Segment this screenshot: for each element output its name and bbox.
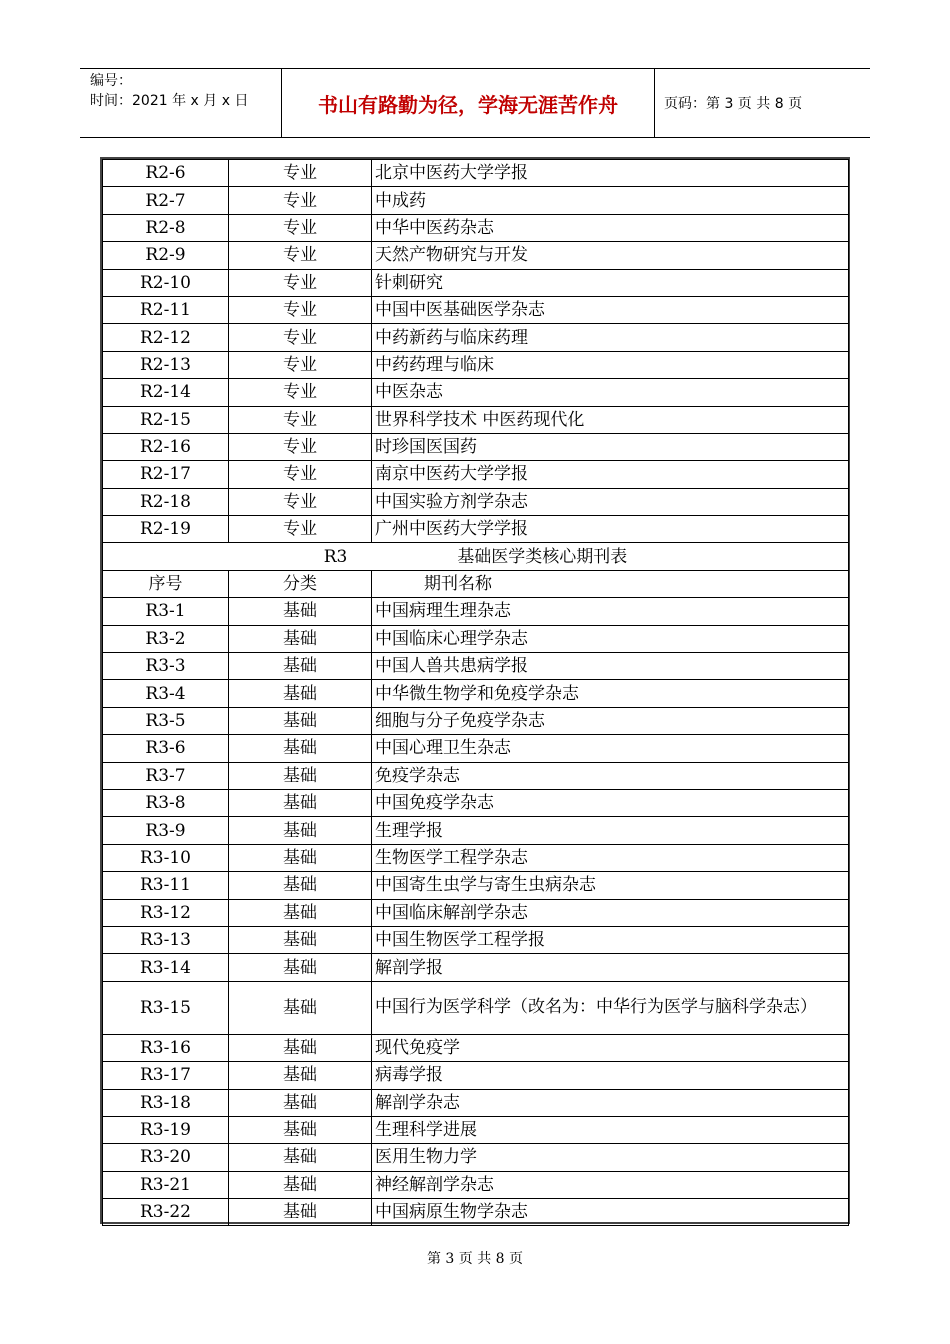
table-row xyxy=(103,762,849,789)
table-row xyxy=(103,1171,849,1198)
journal-category-cell: 专业 xyxy=(229,488,372,515)
table-row xyxy=(103,653,849,680)
journal-category-cell: 基础 xyxy=(229,926,372,953)
table-row xyxy=(103,324,849,351)
table-row xyxy=(103,351,849,378)
journal-code-cell: R3-1 xyxy=(103,598,229,625)
table-row xyxy=(103,516,849,543)
journal-code-cell: R2-6 xyxy=(103,160,229,187)
journal-code-cell: R2-14 xyxy=(103,379,229,406)
journal-category-cell: 专业 xyxy=(229,461,372,488)
journal-code-cell: R2-16 xyxy=(103,433,229,460)
table-row xyxy=(103,1062,849,1089)
table-row xyxy=(103,954,849,981)
journal-name-cell: 中国行为医学科学（改名为：中华行为医学与脑科学杂志） xyxy=(372,981,849,1034)
journal-code-cell: R2-10 xyxy=(103,269,229,296)
page-header xyxy=(80,68,870,138)
journal-category-cell: 基础 xyxy=(229,981,372,1034)
journal-code-cell: R3-3 xyxy=(103,653,229,680)
journal-code-cell: R2-15 xyxy=(103,406,229,433)
section-code: R3 xyxy=(323,546,348,567)
journal-code-cell: R2-18 xyxy=(103,488,229,515)
journal-code-cell: R3-16 xyxy=(103,1034,229,1061)
number-label: 编号： xyxy=(90,73,132,89)
journal-name-cell: 中国生物医学工程学报 xyxy=(372,926,849,953)
journal-category-cell: 基础 xyxy=(229,872,372,899)
journal-code-cell: R3-7 xyxy=(103,762,229,789)
column-header-name: 期刊名称 xyxy=(372,570,849,597)
journal-name-cell: 神经解剖学杂志 xyxy=(372,1171,849,1198)
journal-code-cell: R3-21 xyxy=(103,1171,229,1198)
page-footer: 第 3 页 共 8 页 xyxy=(426,1251,524,1267)
journal-category-cell: 基础 xyxy=(229,707,372,734)
journal-category-cell: 专业 xyxy=(229,433,372,460)
journal-code-cell: R2-8 xyxy=(103,214,229,241)
journal-name-cell: 中成药 xyxy=(372,187,849,214)
table-row xyxy=(103,433,849,460)
journal-code-cell: R3-10 xyxy=(103,844,229,871)
journal-category-cell: 专业 xyxy=(229,406,372,433)
section-title: 基础医学类核心期刊表 xyxy=(457,546,628,567)
table-row xyxy=(103,735,849,762)
journal-name-cell: 中国病原生物学杂志 xyxy=(372,1199,849,1226)
journal-category-cell: 专业 xyxy=(229,296,372,323)
journal-name-cell: 细胞与分子免疫学杂志 xyxy=(372,707,849,734)
journal-category-cell: 基础 xyxy=(229,789,372,816)
table-row xyxy=(103,379,849,406)
journal-name-cell: 时珍国医国药 xyxy=(372,433,849,460)
table-row xyxy=(103,926,849,953)
table-row xyxy=(103,844,849,871)
table-row xyxy=(103,598,849,625)
column-header-code: 序号 xyxy=(103,570,229,597)
table-row xyxy=(103,1116,849,1143)
journal-code-cell: R3-14 xyxy=(103,954,229,981)
journal-category-cell: 专业 xyxy=(229,351,372,378)
journal-name-cell: 生理学报 xyxy=(372,817,849,844)
journal-code-cell: R2-19 xyxy=(103,516,229,543)
journal-category-cell: 基础 xyxy=(229,844,372,871)
journal-name-cell: 免疫学杂志 xyxy=(372,762,849,789)
journal-category-cell: 基础 xyxy=(229,899,372,926)
table-row xyxy=(103,296,849,323)
journal-category-cell: 专业 xyxy=(229,379,372,406)
journal-code-cell: R3-20 xyxy=(103,1144,229,1171)
table-row xyxy=(103,269,849,296)
journal-name-cell: 中国寄生虫学与寄生虫病杂志 xyxy=(372,872,849,899)
header-motto: 书山有路勤为径，学海无涯苦作舟 xyxy=(282,69,655,137)
journal-name-cell: 生物医学工程学杂志 xyxy=(372,844,849,871)
table-row xyxy=(103,680,849,707)
journal-category-cell: 专业 xyxy=(229,324,372,351)
table-row xyxy=(103,1034,849,1061)
header-meta xyxy=(80,69,282,137)
journal-name-cell: 医用生物力学 xyxy=(372,1144,849,1171)
column-header-row xyxy=(103,570,849,597)
table-row xyxy=(103,160,849,187)
journal-code-cell: R3-15 xyxy=(103,981,229,1034)
journal-name-cell: 病毒学报 xyxy=(372,1062,849,1089)
header-page-info: 页码：第 3 页 共 8 页 xyxy=(664,96,803,112)
table-row xyxy=(103,406,849,433)
journal-name-cell: 中国病理生理杂志 xyxy=(372,598,849,625)
column-header-category: 分类 xyxy=(229,570,372,597)
journal-code-cell: R3-13 xyxy=(103,926,229,953)
journal-category-cell: 基础 xyxy=(229,735,372,762)
journal-name-cell: 中国实验方剂学杂志 xyxy=(372,488,849,515)
journal-category-cell: 基础 xyxy=(229,762,372,789)
section-header-row xyxy=(103,543,849,570)
journal-table xyxy=(100,157,850,1224)
journal-name-cell: 中国人兽共患病学报 xyxy=(372,653,849,680)
table-row xyxy=(103,214,849,241)
table-row xyxy=(103,488,849,515)
time-label: 时间：2021 年 x 月 x 日 xyxy=(90,93,249,109)
journal-category-cell: 基础 xyxy=(229,1034,372,1061)
journal-name-cell: 现代免疫学 xyxy=(372,1034,849,1061)
journal-category-cell: 专业 xyxy=(229,269,372,296)
journal-code-cell: R2-13 xyxy=(103,351,229,378)
journal-category-cell: 基础 xyxy=(229,1116,372,1143)
journal-category-cell: 基础 xyxy=(229,653,372,680)
table-row xyxy=(103,461,849,488)
journal-code-cell: R3-6 xyxy=(103,735,229,762)
journal-name-cell: 广州中医药大学学报 xyxy=(372,516,849,543)
journal-code-cell: R3-9 xyxy=(103,817,229,844)
journal-category-cell: 基础 xyxy=(229,625,372,652)
journal-code-cell: R3-11 xyxy=(103,872,229,899)
journal-category-cell: 专业 xyxy=(229,187,372,214)
journal-name-cell: 中国免疫学杂志 xyxy=(372,789,849,816)
section-title-cell xyxy=(103,543,849,570)
journal-name-cell: 中国临床心理学杂志 xyxy=(372,625,849,652)
journal-category-cell: 基础 xyxy=(229,680,372,707)
journal-name-cell: 中华微生物学和免疫学杂志 xyxy=(372,680,849,707)
table-row xyxy=(103,187,849,214)
journal-code-cell: R2-17 xyxy=(103,461,229,488)
journal-category-cell: 基础 xyxy=(229,1171,372,1198)
journal-name-cell: 生理科学进展 xyxy=(372,1116,849,1143)
table-row xyxy=(103,242,849,269)
table-row xyxy=(103,899,849,926)
journal-code-cell: R3-18 xyxy=(103,1089,229,1116)
journal-code-cell: R3-8 xyxy=(103,789,229,816)
journal-category-cell: 基础 xyxy=(229,1199,372,1226)
journal-category-cell: 专业 xyxy=(229,242,372,269)
journal-name-cell: 南京中医药大学学报 xyxy=(372,461,849,488)
journal-code-cell: R3-19 xyxy=(103,1116,229,1143)
table-row xyxy=(103,1144,849,1171)
journal-name-cell: 中国临床解剖学杂志 xyxy=(372,899,849,926)
journal-code-cell: R2-12 xyxy=(103,324,229,351)
table-row xyxy=(103,625,849,652)
journal-name-cell: 中国中医基础医学杂志 xyxy=(372,296,849,323)
journal-code-cell: R3-12 xyxy=(103,899,229,926)
journal-name-cell: 针刺研究 xyxy=(372,269,849,296)
table-row xyxy=(103,981,849,1034)
journal-name-cell: 中药新药与临床药理 xyxy=(372,324,849,351)
journal-category-cell: 专业 xyxy=(229,516,372,543)
journal-category-cell: 基础 xyxy=(229,1144,372,1171)
journal-name-cell: 中国心理卫生杂志 xyxy=(372,735,849,762)
journal-name-cell: 中医杂志 xyxy=(372,379,849,406)
journal-code-cell: R2-9 xyxy=(103,242,229,269)
journal-name-cell: 中药药理与临床 xyxy=(372,351,849,378)
journal-category-cell: 专业 xyxy=(229,214,372,241)
journal-name-cell: 天然产物研究与开发 xyxy=(372,242,849,269)
table-row xyxy=(103,789,849,816)
journal-name-cell: 解剖学报 xyxy=(372,954,849,981)
table-row xyxy=(103,872,849,899)
journal-name-cell: 中华中医药杂志 xyxy=(372,214,849,241)
journal-code-cell: R3-4 xyxy=(103,680,229,707)
table-row xyxy=(103,817,849,844)
journal-category-cell: 基础 xyxy=(229,598,372,625)
journal-name-cell: 北京中医药大学学报 xyxy=(372,160,849,187)
journal-code-cell: R3-22 xyxy=(103,1199,229,1226)
journal-code-cell: R2-11 xyxy=(103,296,229,323)
table-row xyxy=(103,707,849,734)
journal-code-cell: R3-2 xyxy=(103,625,229,652)
journal-category-cell: 基础 xyxy=(229,1062,372,1089)
table-row xyxy=(103,1089,849,1116)
journal-code-cell: R3-5 xyxy=(103,707,229,734)
journal-category-cell: 基础 xyxy=(229,1089,372,1116)
journal-category-cell: 专业 xyxy=(229,160,372,187)
journal-name-cell: 解剖学杂志 xyxy=(372,1089,849,1116)
journal-category-cell: 基础 xyxy=(229,817,372,844)
journal-code-cell: R3-17 xyxy=(103,1062,229,1089)
table-row xyxy=(103,1199,849,1226)
journal-category-cell: 基础 xyxy=(229,954,372,981)
journal-name-cell: 世界科学技术 中医药现代化 xyxy=(372,406,849,433)
journal-code-cell: R2-7 xyxy=(103,187,229,214)
